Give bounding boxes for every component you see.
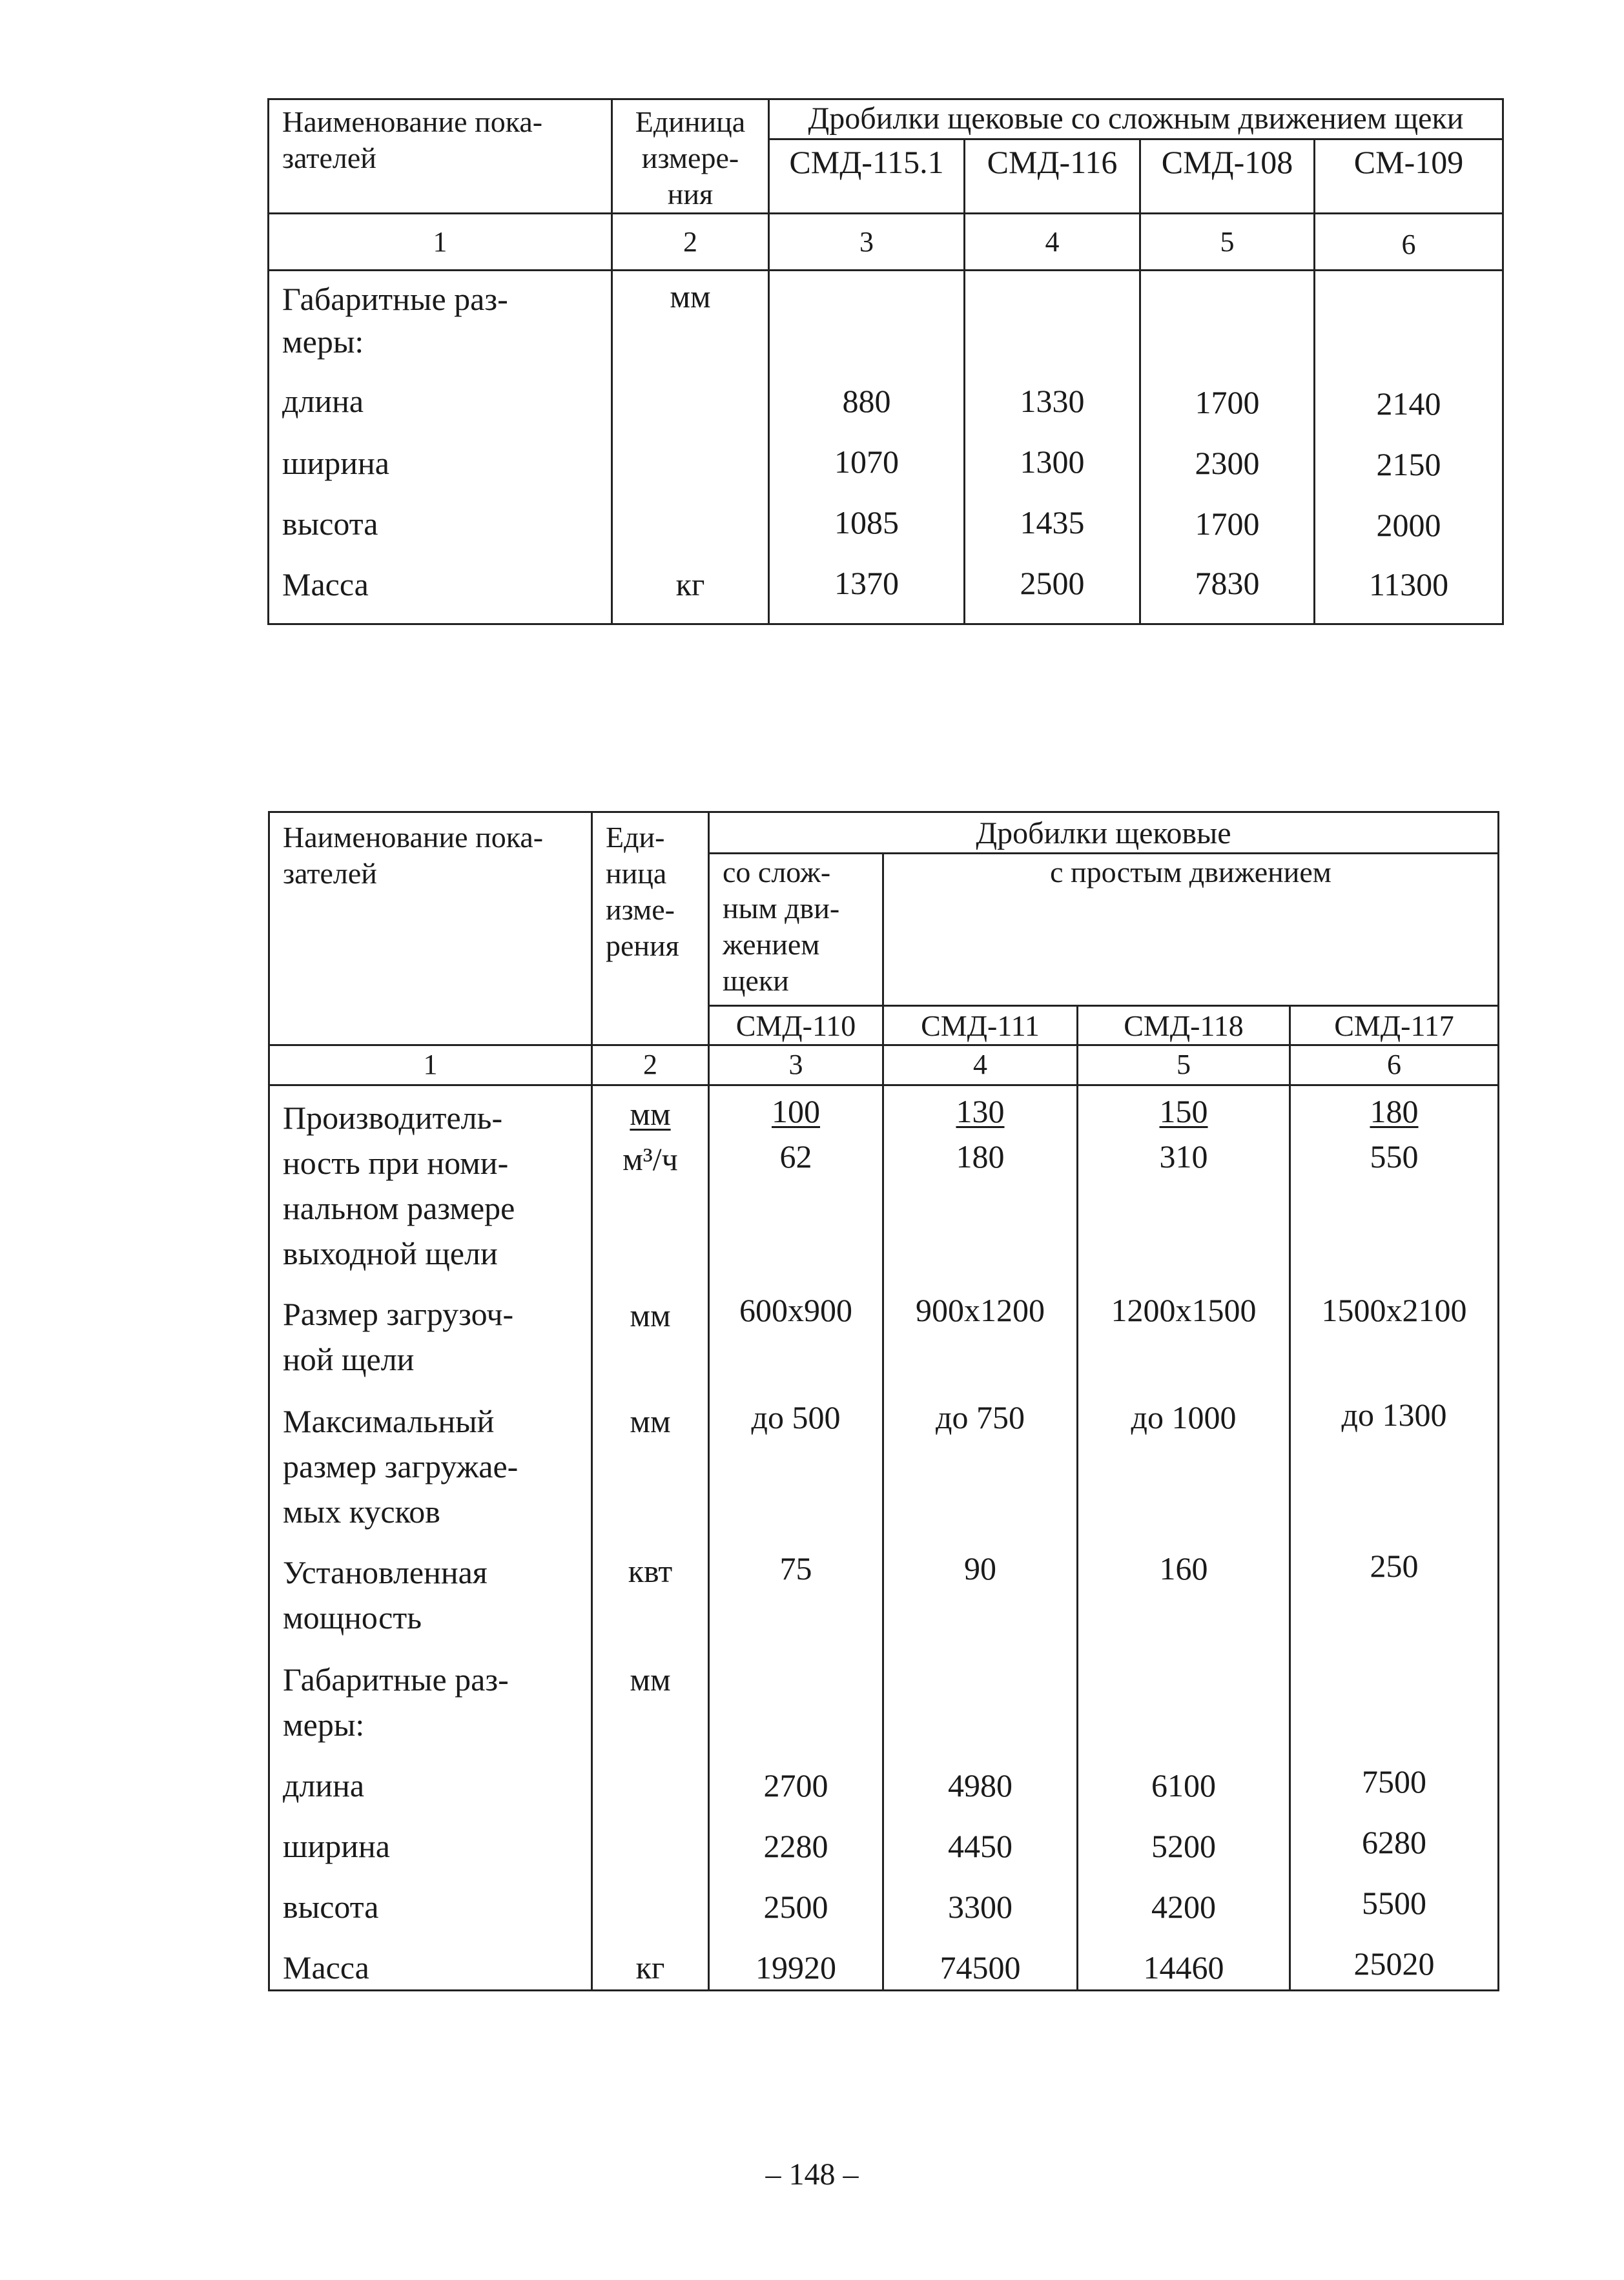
header-unit: Еди- ница изме- рения xyxy=(592,812,709,1045)
model-header: СМД-118 xyxy=(1078,1006,1290,1045)
values-column xyxy=(769,271,965,624)
units-column xyxy=(592,1085,709,1991)
value-cell: 7830 xyxy=(1195,565,1260,601)
row-unit: кг xyxy=(675,566,705,602)
value-cell: 75 xyxy=(779,1550,812,1587)
row-label: высота xyxy=(282,506,378,542)
row-label: Масса xyxy=(283,1949,369,1986)
row-label: длина xyxy=(283,1767,365,1803)
value-cell: 600x900 xyxy=(739,1292,852,1328)
values-column xyxy=(1140,271,1315,624)
row-label: Габаритные раз- меры: xyxy=(283,1661,509,1743)
unit-mm-productivity: мм xyxy=(630,1096,671,1132)
header-unit: Единица измере- ния xyxy=(612,99,769,214)
values-column xyxy=(709,1085,883,1991)
table-jaw-crushers-mixed xyxy=(268,811,1499,1991)
row-label: Масса xyxy=(282,566,369,602)
value-cell: 3300 xyxy=(948,1889,1012,1925)
row-label-productivity: Производитель- ность при номи- нальном размере выходной щели xyxy=(283,1100,515,1271)
value-cell: 1070 xyxy=(834,444,899,480)
model-header: СМД-115.1 xyxy=(769,139,965,214)
column-number: 1 xyxy=(269,1045,592,1085)
row-label: длина xyxy=(282,383,364,419)
value-cell: 1435 xyxy=(1020,504,1085,540)
section-label: Габаритные раз- меры: xyxy=(282,281,508,360)
value-cell: 1700 xyxy=(1195,384,1260,420)
value-cell: 2500 xyxy=(1020,565,1085,601)
value-cell: 5200 xyxy=(1151,1828,1216,1864)
value-cell: 1085 xyxy=(834,504,899,540)
value-cell: 2140 xyxy=(1376,385,1441,422)
value-cell: до 500 xyxy=(751,1399,841,1435)
row-unit: кг xyxy=(635,1949,665,1986)
values-column xyxy=(883,1085,1078,1991)
value-cell: 6100 xyxy=(1151,1767,1216,1803)
value-cell: до 1300 xyxy=(1341,1397,1447,1433)
productivity-top: 180 xyxy=(1370,1093,1419,1129)
column-number: 2 xyxy=(592,1045,709,1085)
value-cell: 1300 xyxy=(1020,444,1085,480)
row-unit: мм xyxy=(630,1661,671,1698)
value-cell: 1330 xyxy=(1020,383,1085,419)
value-cell: до 1000 xyxy=(1131,1399,1237,1435)
header-name: Наименование пока- зателей xyxy=(269,812,592,1045)
productivity-bottom: 310 xyxy=(1159,1138,1208,1175)
value-cell: 2700 xyxy=(763,1767,828,1803)
value-cell: до 750 xyxy=(936,1399,1025,1435)
labels-column xyxy=(269,1085,592,1991)
column-number: 5 xyxy=(1140,214,1315,271)
header-group: Дробилки щековые со сложным движением щеки xyxy=(769,99,1503,139)
value-cell: 250 xyxy=(1370,1548,1419,1584)
value-cell: 90 xyxy=(964,1550,996,1587)
value-cell: 1500x2100 xyxy=(1321,1292,1467,1328)
value-cell: 2150 xyxy=(1376,446,1441,482)
row-label: высота xyxy=(283,1889,379,1925)
column-number: 5 xyxy=(1078,1045,1290,1085)
value-cell: 4200 xyxy=(1151,1889,1216,1925)
values-column xyxy=(1078,1085,1290,1991)
subheader-complex-motion: со слож- ным дви- жением щеки xyxy=(709,854,883,1006)
column-number: 1 xyxy=(269,214,612,271)
value-cell: 5500 xyxy=(1362,1885,1426,1921)
value-cell: 4980 xyxy=(948,1767,1012,1803)
value-cell: 2000 xyxy=(1376,507,1441,543)
value-cell: 880 xyxy=(842,383,891,419)
value-cell: 1370 xyxy=(834,565,899,601)
value-cell: 900x1200 xyxy=(916,1292,1045,1328)
row-unit: мм xyxy=(630,1403,671,1439)
value-cell: 2500 xyxy=(763,1889,828,1925)
values-column xyxy=(1290,1085,1499,1991)
value-cell: 19920 xyxy=(755,1949,836,1986)
productivity-top: 130 xyxy=(956,1093,1005,1129)
units-column xyxy=(612,271,769,624)
value-cell: 74500 xyxy=(940,1949,1021,1986)
unit-m3h: м³/ч xyxy=(622,1141,678,1177)
column-number: 4 xyxy=(965,214,1140,271)
column-number: 6 xyxy=(1315,214,1503,271)
productivity-bottom: 550 xyxy=(1370,1138,1419,1175)
section-unit: мм xyxy=(670,278,711,314)
value-cell: 1200x1500 xyxy=(1111,1292,1257,1328)
subheader-simple-motion: с простым движением xyxy=(883,854,1499,1006)
column-number: 3 xyxy=(769,214,965,271)
row-label: Установленная мощность xyxy=(283,1554,488,1636)
productivity-bottom: 62 xyxy=(779,1138,812,1175)
row-label: ширина xyxy=(282,445,389,481)
value-cell: 160 xyxy=(1159,1550,1208,1587)
value-cell: 25020 xyxy=(1353,1946,1435,1982)
value-cell: 4450 xyxy=(948,1828,1012,1864)
table-jaw-crushers-complex xyxy=(267,98,1504,625)
row-unit: мм xyxy=(630,1297,671,1333)
model-header: СМ-109 xyxy=(1315,139,1503,214)
value-cell: 6280 xyxy=(1362,1824,1426,1860)
value-cell: 7500 xyxy=(1362,1763,1426,1800)
labels-column xyxy=(269,271,612,624)
productivity-bottom: 180 xyxy=(956,1138,1005,1175)
row-label: Размер загрузоч- ной щели xyxy=(283,1296,514,1377)
page-number: – 148 – xyxy=(765,2157,859,2192)
model-header: СМД-108 xyxy=(1140,139,1315,214)
model-header: СМД-111 xyxy=(883,1006,1078,1045)
model-header: СМД-116 xyxy=(965,139,1140,214)
header-group: Дробилки щековые xyxy=(709,812,1499,854)
row-label: ширина xyxy=(283,1828,390,1864)
value-cell: 2300 xyxy=(1195,445,1260,481)
column-number: 4 xyxy=(883,1045,1078,1085)
header-name: Наименование пока- зателей xyxy=(269,99,612,214)
column-number: 3 xyxy=(709,1045,883,1085)
model-header: СМД-110 xyxy=(709,1006,883,1045)
value-cell: 2280 xyxy=(763,1828,828,1864)
column-number: 6 xyxy=(1290,1045,1499,1085)
model-header: СМД-117 xyxy=(1290,1006,1499,1045)
row-unit: квт xyxy=(628,1553,673,1589)
value-cell: 14460 xyxy=(1143,1949,1224,1986)
productivity-top: 150 xyxy=(1159,1093,1208,1129)
value-cell: 1700 xyxy=(1195,506,1260,542)
column-number: 2 xyxy=(612,214,769,271)
values-column xyxy=(965,271,1140,624)
row-label: Максимальный размер загружае- мых кусков xyxy=(283,1403,519,1530)
values-column xyxy=(1315,271,1503,624)
productivity-top: 100 xyxy=(772,1093,820,1129)
value-cell: 11300 xyxy=(1368,566,1449,602)
